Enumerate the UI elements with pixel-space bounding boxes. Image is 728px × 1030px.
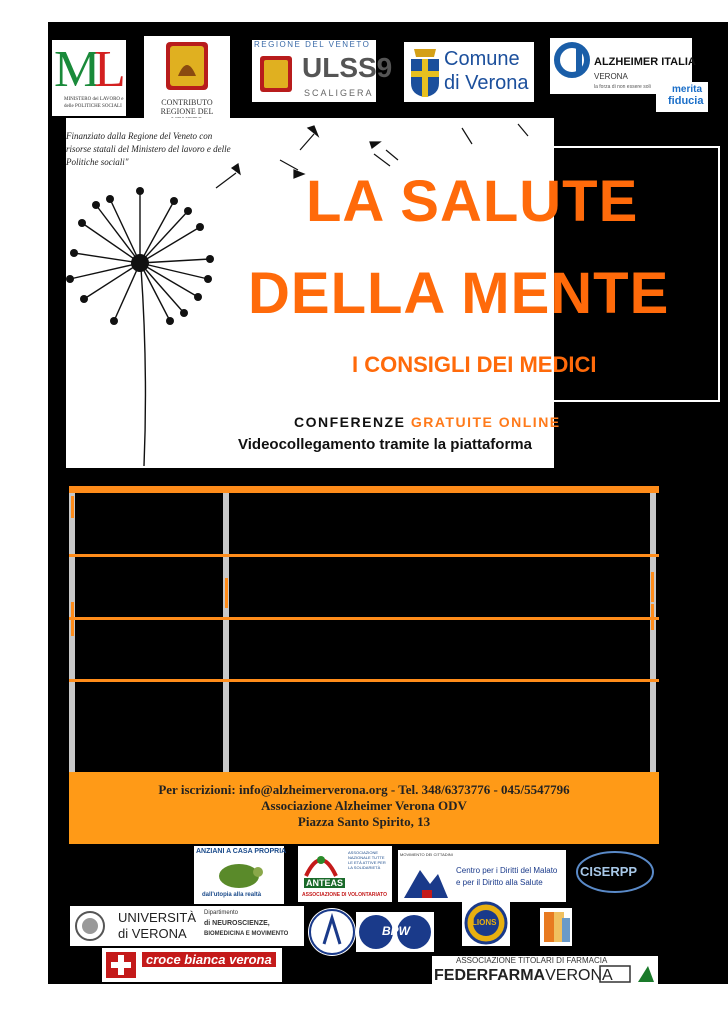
table-row-rule xyxy=(69,554,659,557)
bpw-logo xyxy=(356,912,434,952)
federfarma-city: VERONA xyxy=(545,967,613,984)
federfarma-logo xyxy=(432,956,658,986)
conference-line xyxy=(294,414,561,430)
federfarma-wordmark xyxy=(434,967,613,985)
table-row-rule xyxy=(69,679,659,682)
merita-label: merita xyxy=(672,84,703,95)
societa-medica-logo xyxy=(308,908,356,956)
fiducia-label: fiducia xyxy=(668,95,704,107)
comune-verona-logo xyxy=(404,42,534,102)
federfarma-bold: FEDERFARMA xyxy=(434,967,546,984)
funding-note: Finanziato dalla Regione del Veneto con risorse statali del Ministero del lavoro e delle Politiche sociali" xyxy=(66,131,231,167)
ciserpp-logo xyxy=(572,844,658,900)
dip-line1: Dipartimento xyxy=(204,910,239,916)
table-marker xyxy=(71,602,74,636)
subtitle: I CONSIGLI DEI MEDICI xyxy=(352,352,597,377)
registration-contacts: Per iscrizioni: info@alzheimerverona.org - Tel. 348/6373776 - 045/5547796 xyxy=(158,782,570,797)
table-marker xyxy=(225,578,228,608)
regione-contributo-label: CONTRIBUTO REGIONE DEL xyxy=(160,98,214,116)
registration-box xyxy=(69,772,659,844)
registration-address: Piazza Santo Spirito, 13 xyxy=(297,814,431,829)
table-marker xyxy=(651,604,654,630)
anziani-sub: dall'utopia alla realtà xyxy=(202,892,262,898)
lions-label: LIONS xyxy=(472,918,497,927)
diritti-line1: Centro per i Diritti del Malato xyxy=(456,866,558,875)
ministero-logo xyxy=(52,40,126,116)
ciserpp-label: CISERPP xyxy=(580,864,638,879)
table-marker xyxy=(651,572,654,602)
regione-contributo-logo xyxy=(144,36,230,118)
video-line: Videocollegamento tramite la piattaforma xyxy=(238,436,532,453)
federfarma-top: ASSOCIAZIONE TITOLARI DI FARMACIA xyxy=(456,956,608,965)
conf-highlight: GRATUITE ONLINE xyxy=(410,414,561,430)
comune-line2: di Verona xyxy=(444,72,529,94)
dip-line2: di NEUROSCIENZE, xyxy=(204,920,270,927)
merita-fiducia-badge xyxy=(656,82,708,112)
comune-line1: Comune xyxy=(444,48,520,70)
svg-text:L: L xyxy=(94,41,126,98)
table-top-rule xyxy=(69,486,659,493)
diritti-line2: e per il Diritto alla Salute xyxy=(456,878,543,887)
program-table xyxy=(69,486,659,774)
movimento-label: MOVIMENTO DEI CITTADINI xyxy=(400,852,453,857)
ulss9-logo xyxy=(252,40,393,102)
ministero-label: MINISTERO del LAVORO e delle POLITICHE SOCIALI xyxy=(64,97,124,109)
regione-header: REGIONE DEL VENETO xyxy=(254,40,371,49)
univr-logo xyxy=(70,906,304,946)
alzheimer-tag: la forza di non essere soli xyxy=(594,84,651,90)
diritti-malato-logo xyxy=(398,850,566,902)
croce-bianca-logo xyxy=(102,948,282,982)
anteas-sub: ASSOCIAZIONE DI VOLONTARIATO xyxy=(302,892,388,898)
table-col-line-mid xyxy=(223,493,229,774)
anziani-casa-logo xyxy=(194,846,287,904)
univ-line2: di VERONA xyxy=(118,926,187,941)
alzheimer-city: VERONA xyxy=(594,72,628,81)
title-line2: DELLA MENTE xyxy=(248,261,670,326)
table-row-rule xyxy=(69,617,659,620)
ulss-label: ULSS9 xyxy=(302,52,393,83)
dip-line3: BIOMEDICINA E MOVIMENTO xyxy=(204,931,289,937)
conf-prefix: CONFERENZE xyxy=(294,414,411,430)
anteas-logo xyxy=(298,846,392,902)
table-marker xyxy=(71,496,74,518)
table-col-line-right xyxy=(650,493,656,774)
anziani-label: ANZIANI A CASA PROPRIA xyxy=(196,848,287,855)
registration-association: Associazione Alzheimer Verona ODV xyxy=(261,798,467,813)
colorful-logo xyxy=(540,908,572,946)
croce-label: croce bianca verona xyxy=(142,952,276,967)
lions-logo xyxy=(462,900,510,946)
ulss-sub-label: SCALIGERA xyxy=(304,88,374,98)
univ-line1: UNIVERSITÀ xyxy=(118,910,197,925)
title-line1: LA SALUTE xyxy=(306,169,639,234)
alzheimer-label: ALZHEIMER ITALIA xyxy=(594,56,696,68)
anteas-label: ANTEAS xyxy=(306,878,344,888)
bpw-label: BPW xyxy=(382,924,410,938)
anteas-side: ASSOCIAZIONE NAZIONALE TUTTE LE ETÀ ATTIVE PER LA SOLIDARIETÀ xyxy=(348,850,386,870)
svg-text:M: M xyxy=(54,41,101,98)
